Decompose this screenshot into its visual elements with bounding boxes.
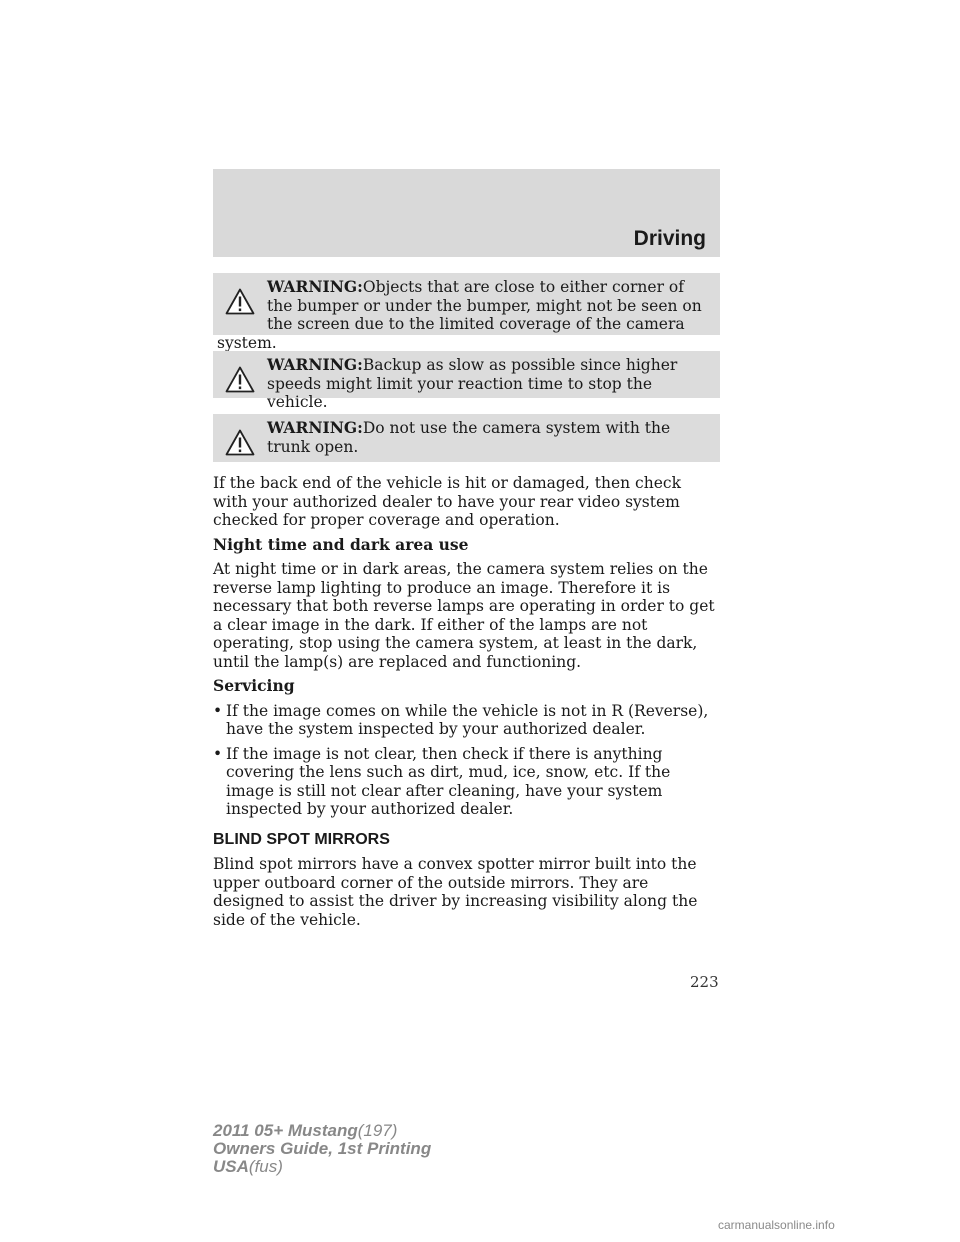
bullet-icon: • (213, 701, 223, 720)
footer-print-info (213, 1122, 431, 1176)
page-number: 223 (690, 973, 719, 991)
warning-text: Objects that are close to either corner of the bumper or under the bumper, might not be seen on the screen due to the limited coverage of the camera system. (217, 278, 702, 352)
list-item (213, 745, 720, 819)
heading-blind-spot: BLIND SPOT MIRRORS (213, 830, 390, 848)
section-header-band (213, 169, 720, 257)
footer-market-code: (fus) (248, 1157, 283, 1176)
footer-model-code: (197) (357, 1121, 398, 1140)
warning-label: WARNING: (267, 277, 363, 296)
footer-market: USA (213, 1157, 249, 1176)
warning-triangle-icon (225, 366, 255, 393)
warning-box-2 (213, 351, 720, 411)
paragraph-night: At night time or in dark areas, the camera system relies on the reverse lamp lighting to produce an image. Therefore it is necessary that both reverse lamps are operating in order to get a clear image in the dark. If either of the lamps are not operating, stop using the camera system, at least in the dark, until the lamp(s) are replaced and functioning. (213, 560, 715, 671)
footer-printing: Owners Guide, 1st Printing (213, 1139, 432, 1158)
warning-triangle-icon (225, 429, 255, 456)
warning-label: WARNING: (267, 355, 363, 374)
warning-text: Backup as slow as possible since higher speeds might limit your reaction time to stop the vehicle. (267, 356, 678, 411)
warning-box-3 (213, 414, 720, 462)
watermark: carmanualsonline.info (718, 1218, 835, 1232)
warning-text: Do not use the camera system with the trunk open. (267, 419, 671, 456)
subheading-night: Night time and dark area use (213, 534, 469, 554)
warning-label: WARNING: (267, 418, 363, 437)
warning-triangle-icon (225, 288, 255, 315)
bullet-text: If the image comes on while the vehicle is not in R (Reverse), have the system inspected by your authorized dealer. (226, 701, 709, 738)
bullet-icon: • (213, 744, 223, 763)
paragraph-blind-spot: Blind spot mirrors have a convex spotter mirror built into the upper outboard corner of the outside mirrors. They are designed to assist the driver by increasing visibility along the side of the vehicle. (213, 855, 698, 929)
footer-model: 2011 05+ Mustang (213, 1121, 358, 1140)
bullet-text: If the image is not clear, then check if there is anything covering the lens such as dirt, mud, ice, snow, etc. If the image is still not clear after cleaning, have your system inspected by your authorized dealer. (226, 744, 671, 818)
subheading-servicing: Servicing (213, 676, 295, 695)
section-title: Driving (633, 227, 706, 250)
paragraph-damage: If the back end of the vehicle is hit or damaged, then check with your authorized dealer to have your rear video system checked for proper coverage and operation. (213, 474, 681, 529)
warning-box-1 (213, 273, 720, 352)
list-item (213, 702, 720, 739)
main-content (213, 474, 720, 935)
